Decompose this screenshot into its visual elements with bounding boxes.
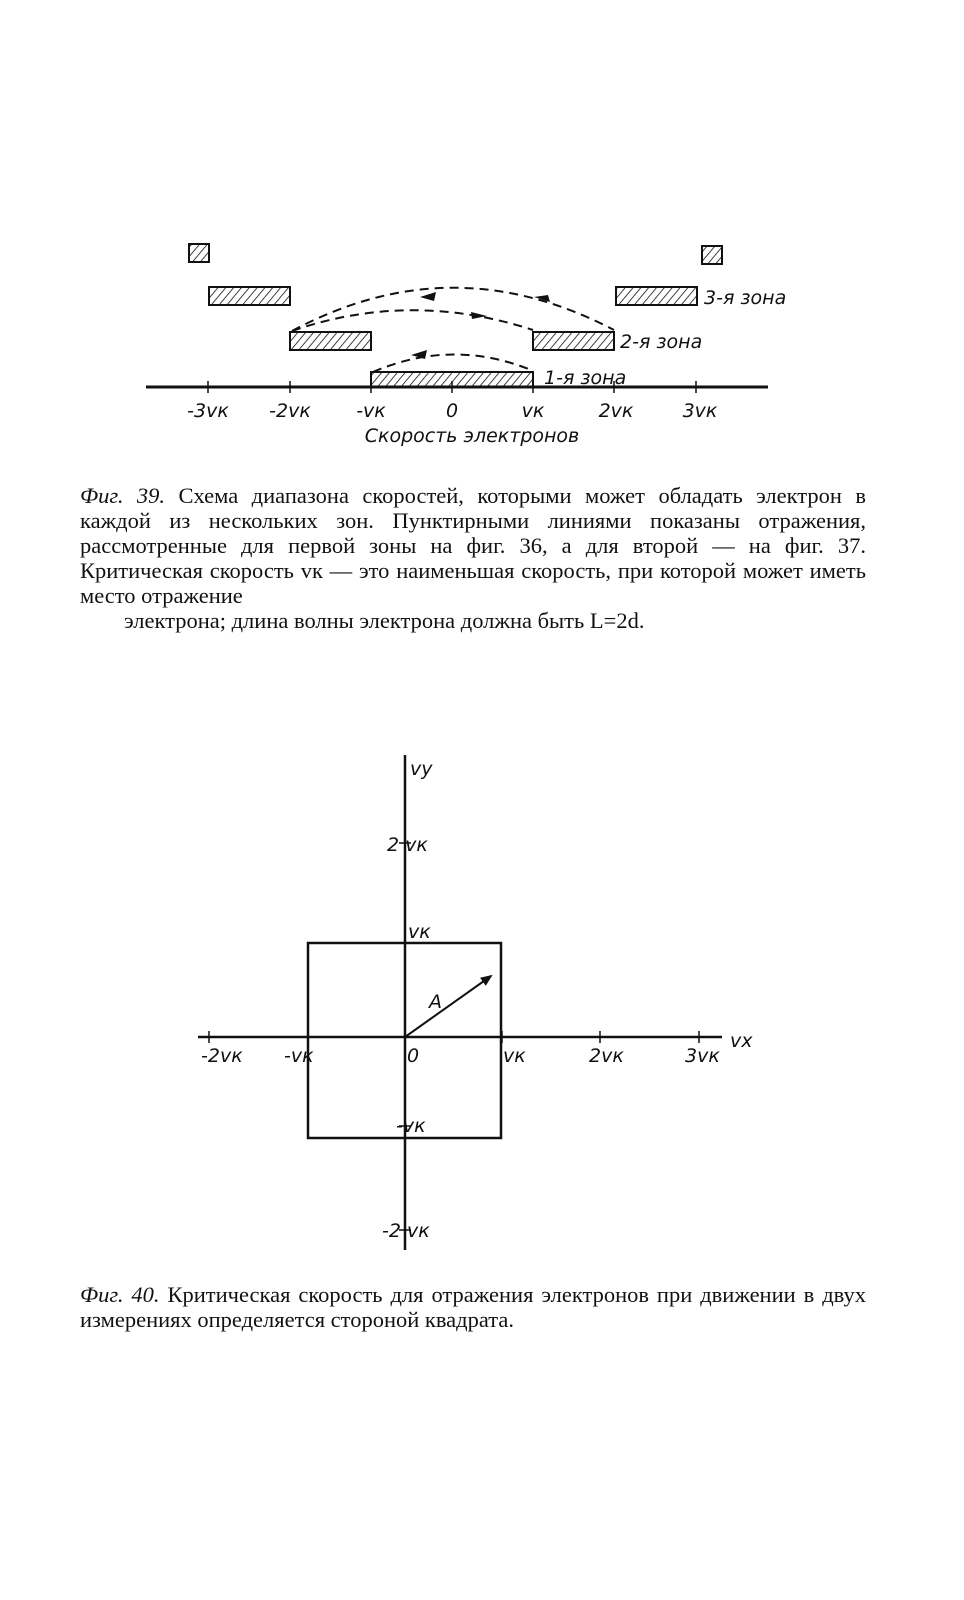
zone2-label: 2-я зона	[620, 331, 703, 353]
vector-a-label: A	[429, 991, 442, 1013]
fig40-caption-body: Критическая скорость для отражения электронов при движении в двух измерениях определяется стороной квадрата.	[80, 1282, 867, 1332]
tick-label-minusvk: -vк	[356, 400, 386, 422]
zone1-label: 1-я зона	[544, 367, 627, 389]
tick-label-2vk: 2vк	[598, 400, 634, 422]
x-tick-3vk: 3vк	[685, 1045, 720, 1067]
fig39-caption-body: Схема диапазона скоростей, которыми может обладать электрон в каждой из нескольких зон. Пунктирными линиями показаны отражения, рассмотренные для первой зоны на фиг. 36, а для второй — на фиг. 37. Критическая скорость vк — это наименьшая скорость, при которой может иметь место отражение	[80, 483, 867, 608]
x-axis-label: vx	[730, 1030, 753, 1052]
zone3-arrow-left	[420, 292, 436, 301]
tick-label-minus2vk: -2vк	[269, 400, 311, 422]
y-tick-minusvk: -vк	[396, 1115, 426, 1137]
fig40-diagram	[0, 740, 964, 1260]
fig39-caption-last-line: электрона; длина волны электрона должна быть L=2d.	[124, 608, 645, 633]
zone4-fragment-left	[189, 244, 209, 262]
x-tick-minusvk: -vк	[284, 1045, 314, 1067]
tick-label-vk: vк	[521, 400, 545, 422]
zone1-bar	[371, 372, 533, 387]
velocity-vector-a	[405, 976, 491, 1037]
tick-label-zero: 0	[445, 400, 459, 422]
fig40-caption-lead: Фиг. 40.	[80, 1282, 160, 1307]
x-tick-minus2vk: -2vк	[201, 1045, 243, 1067]
tick-label-minus3vk: -3vк	[187, 400, 229, 422]
y-tick-2vk: 2 vк	[387, 834, 428, 856]
zone2-bar-right	[533, 332, 614, 350]
x-tick-zero: 0	[407, 1045, 420, 1067]
zone2-reflection-arc	[292, 310, 533, 331]
x-tick-2vk: 2vк	[589, 1045, 624, 1067]
y-axis-label: vy	[410, 758, 433, 780]
axis-title: Скорость электронов	[364, 425, 580, 447]
zone3-bar-right	[616, 287, 697, 305]
y-tick-minus2vk: -2 vк	[382, 1220, 430, 1242]
x-tick-vk: vк	[503, 1045, 526, 1067]
zone3-label: 3-я зона	[704, 287, 787, 309]
zone4-fragment-right	[702, 246, 722, 264]
zone1-reflection-arc	[373, 354, 531, 372]
zone2-bar-left	[290, 332, 371, 350]
fig39-diagram	[0, 220, 964, 450]
tick-label-3vk: 3vк	[682, 400, 718, 422]
fig39-caption	[80, 483, 866, 633]
zone3-reflection-arc	[292, 288, 614, 331]
zone3-bar-left	[209, 287, 290, 305]
fig40-caption	[80, 1282, 866, 1332]
fig39-caption-lead: Фиг. 39.	[80, 483, 166, 508]
y-tick-vk: vк	[408, 921, 431, 943]
